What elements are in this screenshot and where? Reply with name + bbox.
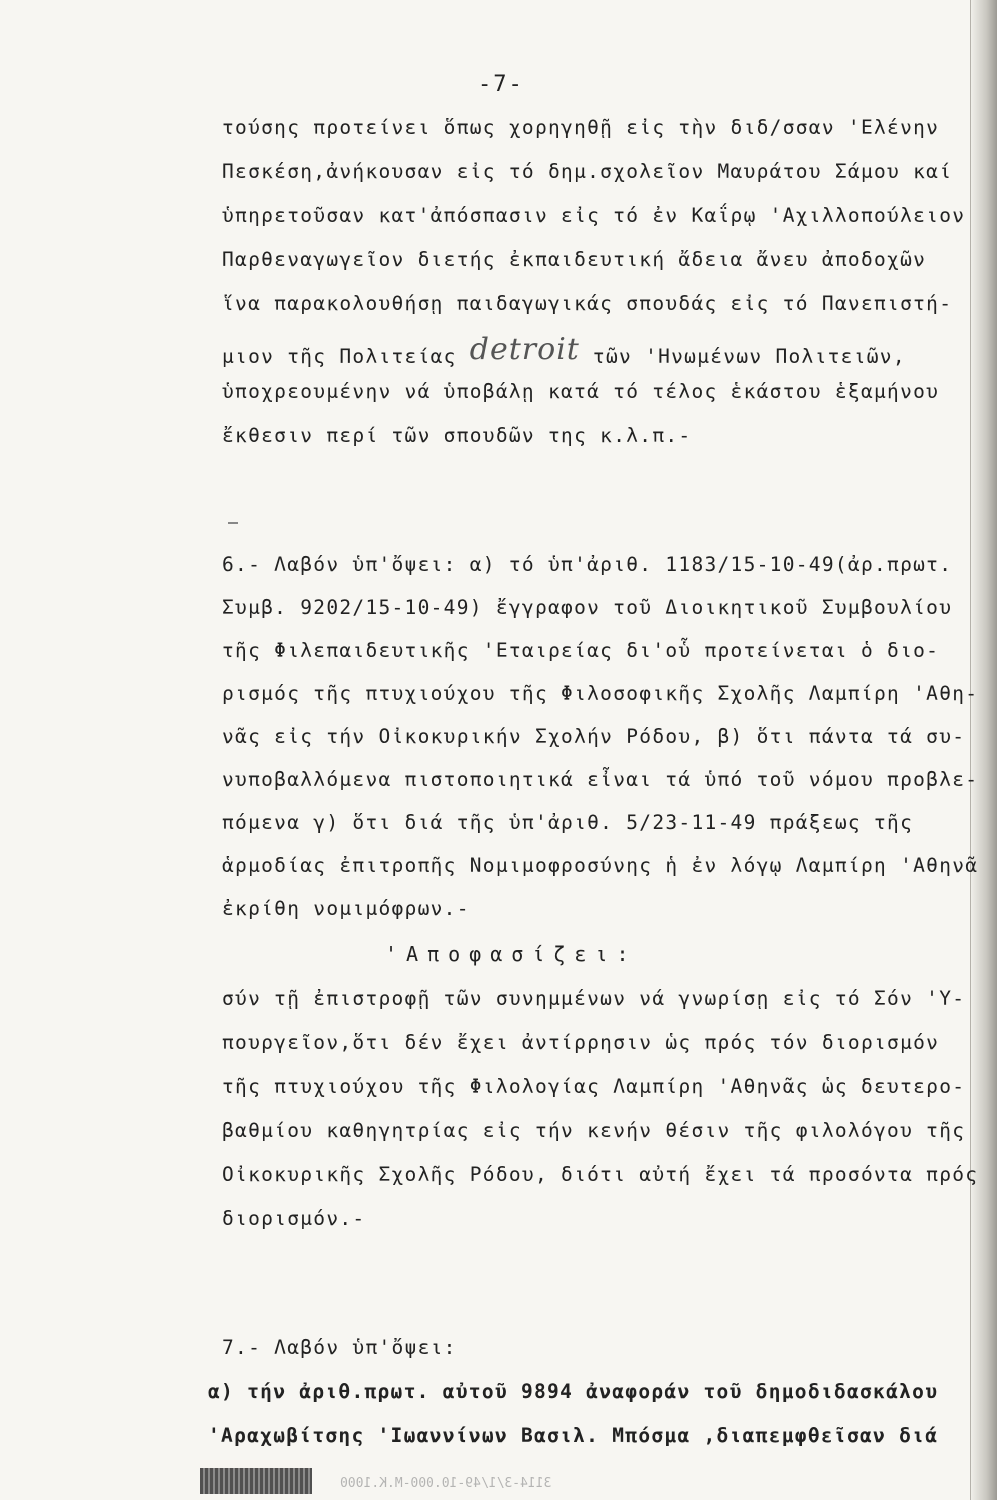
page-number: -7- — [478, 72, 524, 97]
text-line: Συμβ. 9202/15-10-49) ἔγγραφον τοῦ Διοικητικοῦ Συμβουλίου — [222, 596, 953, 619]
text-line: Παρθεναγωγεῖον διετής ἐκπαιδευτική ἄδεια ἄνευ ἀποδοχῶν — [222, 248, 927, 271]
text-line: τῆς Φιλεπαιδευτικῆς 'Εταιρείας δι'οὗ προτείνεται ὁ διο- — [222, 639, 940, 662]
text-line: 'Αραχωβίτσης 'Ιωαννίνων Βασιλ. Μπόσμα ,διαπεμφθεῖσαν διά — [208, 1424, 939, 1447]
text-line: ὑπηρετοῦσαν κατ'ἀπόσπασιν εἰς τό ἐν Καΐρῳ 'Αχιλλοπούλειον — [222, 204, 966, 227]
handwritten-word: detroit — [469, 332, 580, 367]
text-line: ἐκρίθη νομιμόφρων.- — [222, 897, 470, 920]
text-line: τούσης προτείνει ὅπως χορηγηθῇ εἰς τὴν διδ/σσαν 'Ελένην — [222, 116, 940, 139]
text-line: ρισμός τῆς πτυχιούχου τῆς Φιλοσοφικῆς Σχολῆς Λαμπίρη 'Αθη- — [222, 682, 979, 705]
text-line: πουργεῖον,ὅτι δέν ἔχει ἀντίρρησιν ὡς πρός τόν διορισμόν — [222, 1031, 940, 1054]
text-segment: τῶν 'Ηνωμένων Πολιτειῶν, — [592, 345, 906, 368]
text-line: Οἰκοκυρικῆς Σχολῆς Ρόδου, διότι αὐτή ἔχει τά προσόντα πρός — [222, 1163, 979, 1186]
text-line: νυποβαλλόμενα πιστοποιητικά εἶναι τά ὑπό τοῦ νόμου προβλε- — [222, 768, 979, 791]
text-line: τῆς πτυχιούχου τῆς Φιλολογίας Λαμπίρη 'Αθηνᾶς ὡς δευτερο- — [222, 1075, 966, 1098]
text-line: σύν τῇ ἐπιστροφῇ τῶν συνημμένων νά γνωρίσῃ εἰς τό Σόν 'Υ- — [222, 987, 966, 1010]
text-line: διορισμόν.- — [222, 1207, 366, 1230]
text-line-with-handwriting — [222, 332, 906, 371]
text-line: πόμενα γ) ὅτι διά τῆς ὑπ'ἀριθ. 5/23-11-49 πράξεως τῆς — [222, 811, 914, 834]
text-line: 7.- Λαβόν ὑπ'ὄψει: — [222, 1336, 457, 1359]
bleed-through-text: 3114-3/1/49-10.000-M.K.1000 — [340, 1476, 552, 1491]
text-segment: μιον τῆς Πολιτείας — [222, 345, 457, 368]
text-line: Πεσκέση,ἀνήκουσαν εἰς τό δημ.σχολεῖον Μαυράτου Σάμου καί — [222, 160, 953, 183]
page-edge-shadow — [971, 0, 997, 1500]
decision-heading: 'Αποφασίζει: — [385, 942, 638, 966]
text-line: ἔκθεσιν περί τῶν σπουδῶν της κ.λ.π.- — [222, 424, 692, 447]
text-line: νᾶς εἰς τήν Οἰκοκυρικήν Σχολήν Ρόδου, β) ὅτι πάντα τά συ- — [222, 725, 966, 748]
text-line: 6.- Λαβόν ὑπ'ὄψει: α) τό ὑπ'ἀριθ. 1183/15-10-49(ἀρ.πρωτ. — [222, 553, 953, 576]
text-line: ὑποχρεουμένην νά ὑποβάλῃ κατά τό τέλος ἑκάστου ἑξαμήνου — [222, 380, 940, 403]
margin-mark — [228, 522, 238, 524]
text-line: ἵνα παρακολουθήσῃ παιδαγωγικάς σπουδάς εἰς τό Πανεπιστή- — [222, 292, 953, 315]
text-line: α) τήν ἀριθ.πρωτ. αὐτοῦ 9894 ἀναφοράν τοῦ δημοδιδασκάλου — [208, 1380, 939, 1403]
text-line: ἁρμοδίας ἐπιτροπῆς Νομιμοφροσύνης ἡ ἐν λόγῳ Λαμπίρη 'Αθηνᾶ — [222, 854, 979, 877]
text-line: βαθμίου καθηγητρίας εἰς τήν κενήν θέσιν τῆς φιλολόγου τῆς — [222, 1119, 966, 1142]
ink-smudge — [200, 1468, 312, 1494]
